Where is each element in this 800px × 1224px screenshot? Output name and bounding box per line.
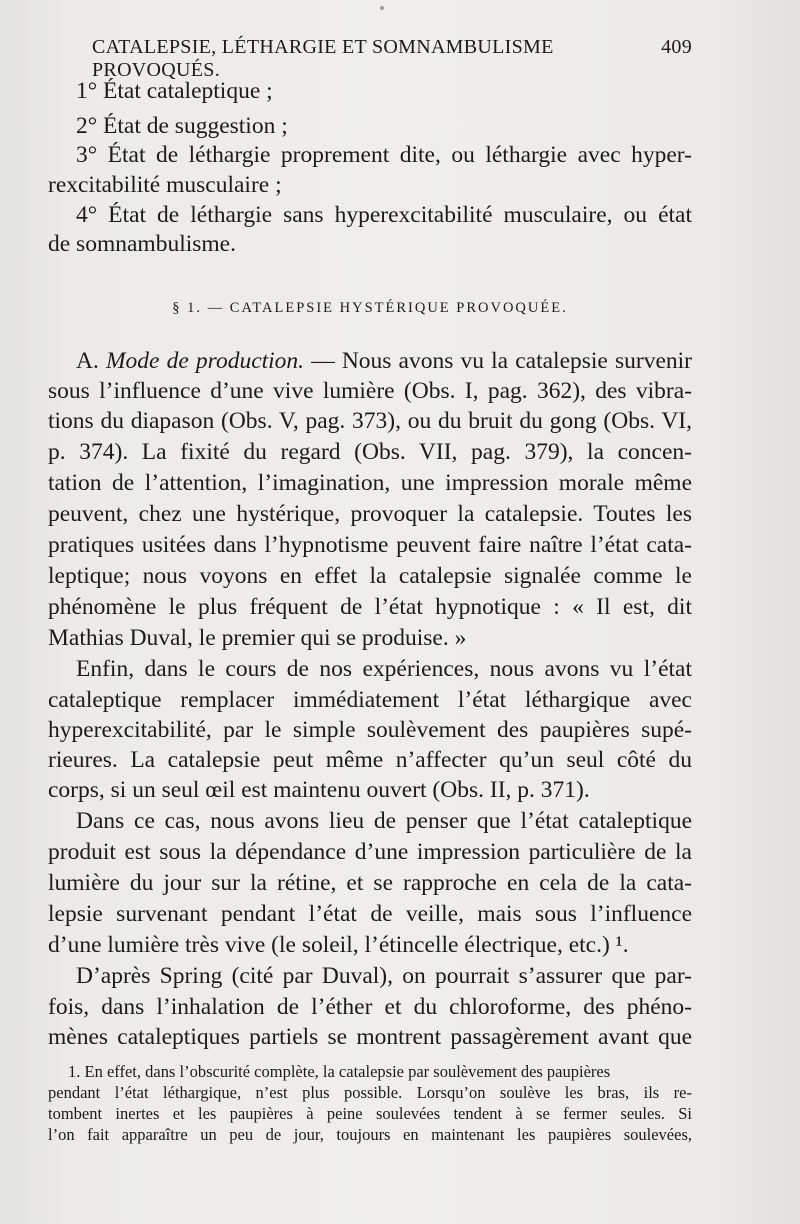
- footnote-line: l’on fait apparaître un peu de jour, toujours en maintenant les paupières soulevées,: [48, 1125, 692, 1144]
- body-line: mènes cataleptiques partiels se montrent passagèrement avant que: [48, 1024, 692, 1050]
- page-number: 409: [661, 36, 692, 58]
- body-line: corps, si un seul œil est maintenu ouvert (Obs. II, p. 371).: [48, 777, 590, 803]
- body-line: fois, dans l’inhalation de l’éther et du chloroforme, des phéno-: [48, 994, 692, 1020]
- body-line: peuvent, chez une hystérique, provoquer la catalepsie. Toutes les: [48, 501, 692, 527]
- body-line: rieures. La catalepsie peut même n’affecter qu’un seul côté du: [48, 747, 692, 773]
- body-line: phénomène le plus fréquent de l’état hypnotique : « Il est, dit: [48, 594, 692, 620]
- list-item-2: 2° État de suggestion ;: [76, 113, 288, 139]
- body-line: Mathias Duval, le premier qui se produise. »: [48, 625, 467, 651]
- body-line: tation de l’attention, l’imagination, une impression morale même: [48, 470, 692, 496]
- body-line: Enfin, dans le cours de nos expériences, nous avons vu l’état: [76, 656, 692, 682]
- body-line: sous l’influence d’une vive lumière (Obs. I, pag. 362), des vibra-: [48, 378, 692, 404]
- running-header: [92, 36, 692, 82]
- body-line: tions du diapason (Obs. V, pag. 373), ou du bruit du gong (Obs. VI,: [48, 408, 692, 434]
- running-title: CATALEPSIE, LÉTHARGIE ET SOMNAMBULISME PROVOQUÉS.: [92, 36, 554, 81]
- list-item-3: 3° État de léthargie proprement dite, ou léthargie avec hyper-: [76, 142, 692, 168]
- body-line: d’une lumière très vive (le soleil, l’étincelle électrique, etc.) ¹.: [48, 932, 629, 958]
- section-heading: § 1. — CATALEPSIE HYSTÉRIQUE PROVOQUÉE.: [172, 300, 568, 316]
- body-line: hyperexcitabilité, par le simple soulèvement des paupières supé-: [48, 717, 692, 743]
- body-line: pratiques usitées dans l’hypnotisme peuvent faire naître l’état cata-: [48, 532, 692, 558]
- ink-dot: [380, 6, 384, 10]
- paragraph-marker: A.: [76, 348, 106, 374]
- body-line: cataleptique remplacer immédiatement l’état léthargique avec: [48, 687, 692, 713]
- body-line: lumière du jour sur la rétine, et se rapproche en cela de la cata-: [48, 870, 692, 896]
- body-line: D’après Spring (cité par Duval), on pourrait s’assurer que par-: [76, 963, 692, 989]
- body-line: produit est sous la dépendance d’une impression particulière de la: [48, 839, 692, 865]
- list-item-4-cont: de somnambulisme.: [48, 231, 236, 257]
- footnote-line: tombent inertes et les paupières à peine soulevées tendent à se fermer seules. Si: [48, 1104, 692, 1123]
- list-item-4: 4° État de léthargie sans hyperexcitabilité musculaire, ou état: [76, 202, 692, 228]
- list-item-3-cont: rexcitabilité musculaire ;: [48, 172, 282, 198]
- list-item-1: 1° État cataleptique ;: [76, 78, 273, 104]
- body-line: p. 374). La fixité du regard (Obs. VII, pag. 379), la concen-: [48, 439, 692, 465]
- body-line: leptique; nous voyons en effet la catalepsie signalée comme le: [48, 563, 692, 589]
- footnote-line: 1. En effet, dans l’obscurité complète, la catalepsie par soulèvement des paupières: [68, 1062, 611, 1081]
- body-line: Dans ce cas, nous avons lieu de penser que l’état cataleptique: [76, 808, 692, 834]
- italic-heading: Mode de production.: [105, 348, 305, 374]
- body-line: lepsie survenant pendant l’état de veille, mais sous l’influence: [48, 901, 692, 927]
- body-line-text: — Nous avons vu la catalepsie survenir: [304, 348, 692, 374]
- footnote-line: pendant l’état léthargique, n’est plus possible. Lorsqu’on soulève les bras, ils re-: [48, 1083, 692, 1102]
- body-line: [76, 347, 692, 375]
